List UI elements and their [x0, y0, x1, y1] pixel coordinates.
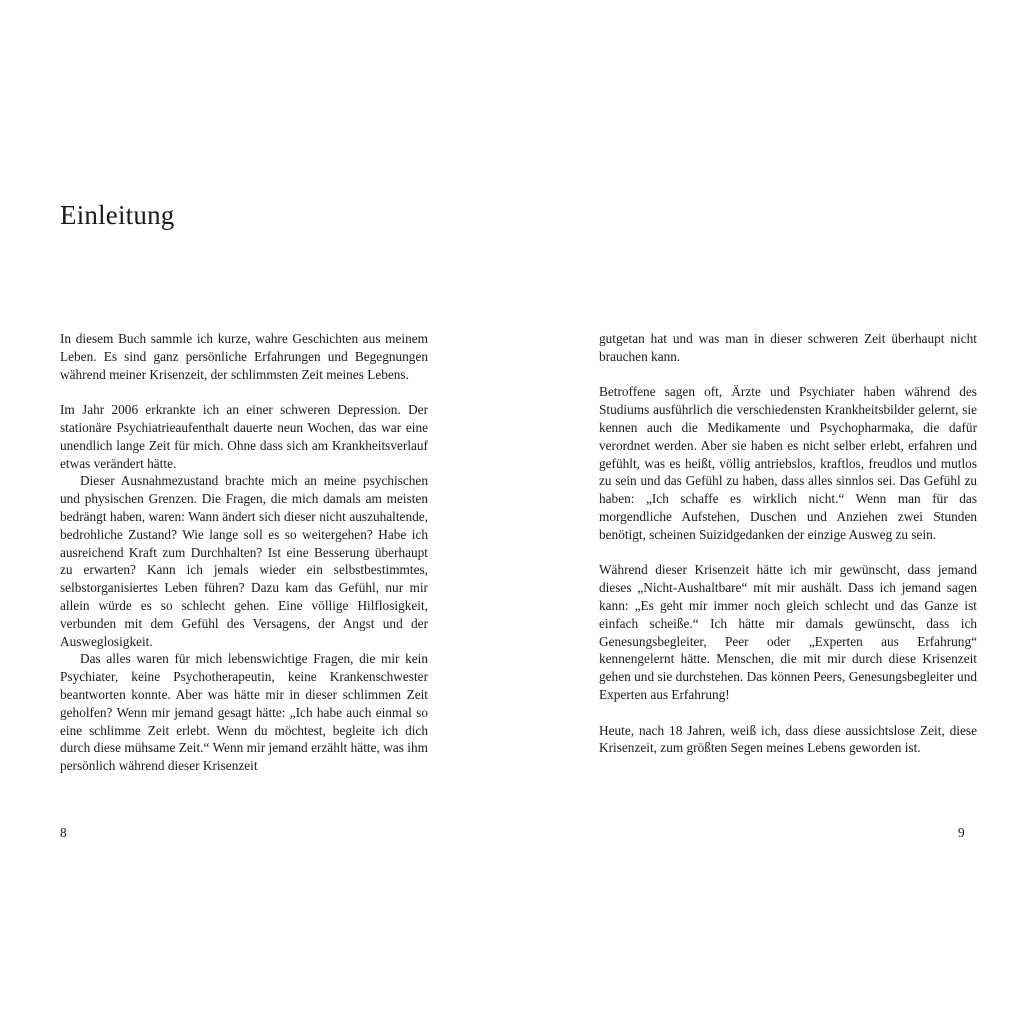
paragraph: Im Jahr 2006 erkrankte ich an einer schweren Depression. Der stationäre Psychiatrieaufenthalt dauerte neun Wochen, das war eine unendlich lange Zeit für mich. Ohne dass sich am Krankheitsverlauf etwas verändert hätte.	[60, 402, 428, 471]
paragraph: Dieser Ausnahmezustand brachte mich an meine psychischen und physischen Grenzen. Die Fragen, die mich damals am meisten bedrängt haben, waren: Wann ändert sich dieser nicht auszuhaltende, bedrohliche Zustand? Wie lange soll es so weitergehen? Habe ich ausreichend Kraft zum Durchhalten? Ist eine Besserung überhaupt zu erwarten? Kann ich jemals wieder ein selbstbestimmtes, selbstorganisiertes Leben führen? Dazu kam das Gefühl, nur mir allein würde es so schlecht gehen. Eine völlige Hilflosigkeit, verbunden mit dem Gefühl des Versagens, der Angst und der Ausweglosigkeit.	[60, 473, 428, 649]
page-number-right: 9	[958, 825, 965, 840]
paragraph: Betroffene sagen oft, Ärzte und Psychiater haben während des Studiums ausführlich die verschiedensten Krankheitsbilder gelernt, sie kennen auch die Medikamente und Psychopharmaka, die dafür verordnet werden. Aber sie haben es nicht selber erlebt, erfahren und gefühlt, was es heißt, völlig antriebslos, kraftlos, freudlos und mutlos zu sein und das Gefühl zu haben, dass alles sinnlos sei. Das Gefühl zu haben: „Ich schaffe es wirklich nicht.“ Wenn man für das morgendliche Aufstehen, Duschen und Anziehen zwei Stunden benötigt, scheinen Suizidgedanken der einzige Ausweg zu sein.	[599, 384, 977, 542]
paragraph: gutgetan hat und was man in dieser schweren Zeit überhaupt nicht brauchen kann.	[599, 331, 977, 364]
paragraph: Während dieser Krisenzeit hätte ich mir gewünscht, dass jemand dieses „Nicht-Aushaltbare“ mit mir aushält. Dass ich jemand sagen kann: „Es geht mir immer noch gleich schlecht und das Ganze ist einfach scheiße.“ Ich hätte mir damals gewünscht, dass ich Genesungsbegleiter, Peer oder „Experten aus Erfahrung“ kennengelernt hätte. Menschen, die mit mir durch diese Krisenzeit gehen und sie durchstehen. Das können Peers, Genesungsbegleiter und Experten aus Erfahrung!	[599, 562, 977, 702]
chapter-title: Einleitung	[60, 200, 175, 230]
paragraph: In diesem Buch sammle ich kurze, wahre Geschichten aus meinem Leben. Es sind ganz persönliche Erfahrungen und Begegnungen während meiner Krisenzeit, der schlimmsten Zeit meines Lebens.	[60, 331, 428, 382]
left-page-body	[60, 330, 428, 775]
paragraph: Das alles waren für mich lebenswichtige Fragen, die mir kein Psychiater, keine Psychotherapeutin, keine Krankenschwester beantworten konnte. Aber was hätte mir in dieser schlimmen Zeit geholfen? Wenn mir jemand gesagt hätte: „Ich habe auch einmal so eine schlimme Zeit erlebt. Wenn du möchtest, begleite ich dich durch diese mühsame Zeit.“ Wenn mir jemand erzählt hätte, was ihm persönlich während dieser Krisenzeit	[60, 651, 428, 774]
paragraph: Heute, nach 18 Jahren, weiß ich, dass diese aussichtslose Zeit, diese Krisenzeit, zum größten Segen meines Lebens geworden ist.	[599, 722, 977, 756]
right-page	[512, 0, 1024, 1024]
right-page-body	[599, 330, 977, 757]
page-number-left: 8	[60, 825, 67, 840]
